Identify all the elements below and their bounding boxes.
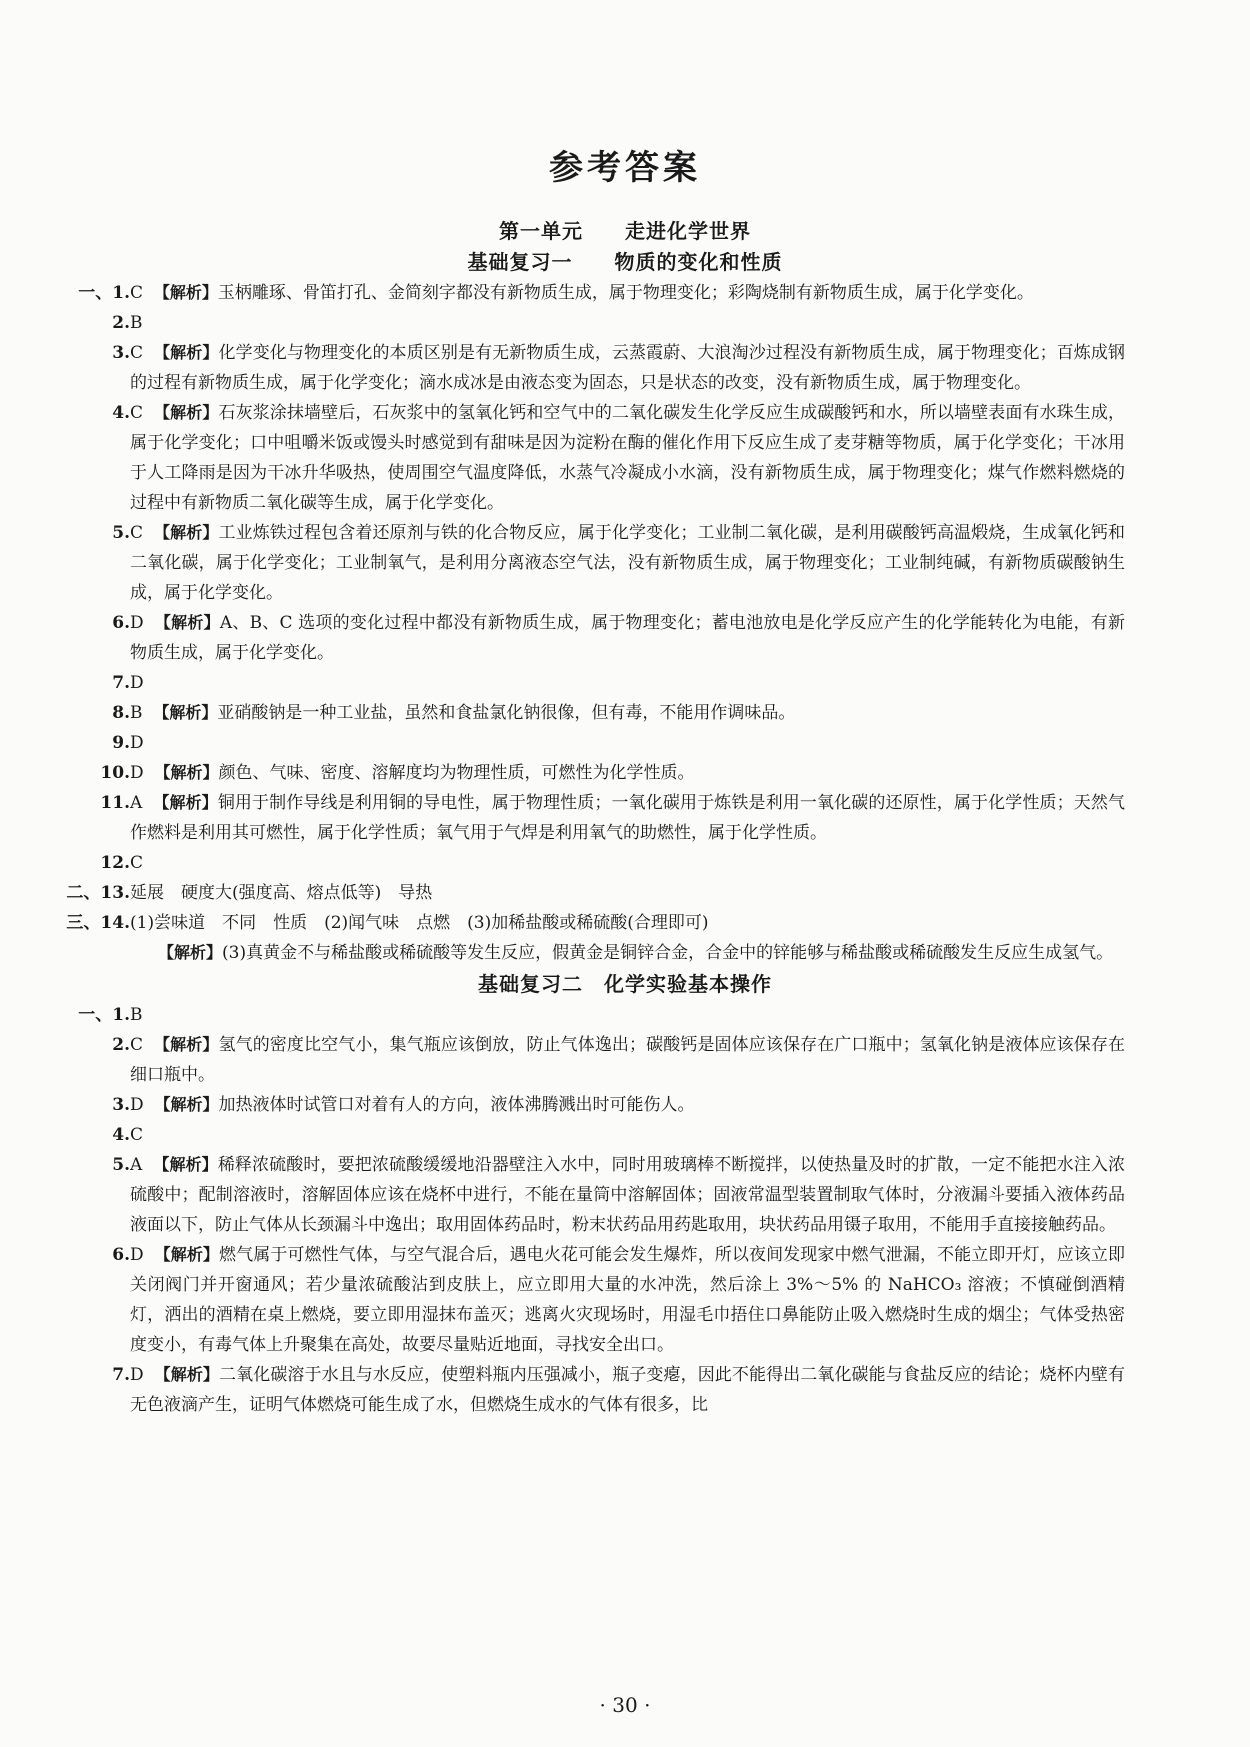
answer-item [100, 788, 1125, 848]
question-number: 3. [112, 343, 130, 363]
analysis-tag: 【解析】 [153, 703, 218, 722]
answer-item [112, 1240, 1125, 1360]
answer-choice: C [130, 853, 144, 873]
answer-choice: D [130, 613, 144, 633]
analysis-text: A、B、C 选项的变化过程中都没有新物质生成，属于物理变化；蓄电池放电是化学反应产生的化学能转化为电能，有新物质生成，属于化学变化。 [130, 613, 1125, 663]
answer-item [112, 1150, 1125, 1240]
page-number: · 30 · [599, 1693, 651, 1717]
question-number: 6. [112, 613, 130, 633]
answer-choice: (1)尝味道 不同 性质 (2)闻气味 点燃 (3)加稀盐酸或稀硫酸(合理即可) [130, 913, 709, 933]
section-title: 基础复习一 物质的变化和性质 [467, 250, 783, 274]
answer-choice: A [130, 793, 143, 813]
analysis-text: 玉柄雕琢、骨笛打孔、金简刻字都没有新物质生成，属于物理变化；彩陶烧制有新物质生成，属于化学变化。 [217, 283, 1034, 303]
analysis-text: 颜色、气味、密度、溶解度均为物理性质，可燃性为化学性质。 [218, 763, 695, 783]
question-number: 5. [112, 523, 130, 543]
analysis-tag: 【解析】 [158, 943, 223, 962]
answer-choice: D [130, 763, 144, 783]
question-number: 2. [112, 1035, 130, 1055]
analysis-tag: 【解析】 [153, 793, 218, 812]
answer-choice: D [130, 673, 144, 693]
answer-choice: D [130, 1095, 144, 1115]
question-number: 10. [100, 763, 130, 783]
answer-item [112, 308, 1125, 338]
answer-content [0, 246, 1250, 1420]
answer-choice: C [130, 403, 144, 423]
analysis-text: 亚硝酸钠是一种工业盐，虽然和食盐氯化钠很像，但有毒，不能用作调味品。 [217, 703, 796, 723]
answer-choice: C [130, 1125, 144, 1145]
answer-choice: B [130, 703, 143, 723]
analysis-text: 稀释浓硫酸时，要把浓硫酸缓缓地沿器壁注入水中，同时用玻璃棒不断搅拌，以使热量及时的扩散，一定不能把水注入浓硫酸中；配制溶液时，溶解固体应该在烧杯中进行，不能在量筒中溶解固体；固液常温型装置制取气体时，分液漏斗要插入液体药品液面以下，防止气体从长颈漏斗中逸出；取用固体药品时，粉末状药品用药匙取用，块状药品用镊子取用，不能用手直接接触药品。 [130, 1155, 1125, 1235]
answer-choice: D [130, 1245, 144, 1265]
answer-choice: C [130, 283, 144, 303]
answer-item [130, 938, 1125, 968]
analysis-text: 石灰浆涂抹墙壁后，石灰浆中的氢氧化钙和空气中的二氧化碳发生化学反应生成碳酸钙和水，所以墙壁表面有水珠生成，属于化学变化；口中咀嚼米饭或馒头时感觉到有甜味是因为淀粉在酶的催化作用下反应生成了麦芽糖等物质，属于化学变化；干冰用于人工降雨是因为干冰升华吸热，使周围空气温度降低，水蒸气冷凝成小水滴，没有新物质生成，属于物理变化；煤气作燃料燃烧的过程中有新物质二氧化碳等生成，属于化学变化。 [130, 403, 1126, 513]
analysis-tag: 【解析】 [154, 763, 219, 782]
analysis-tag: 【解析】 [154, 403, 219, 422]
answer-choice: B [130, 1005, 143, 1025]
analysis-text: (3)真黄金不与稀盐酸或稀硫酸等发生反应，假黄金是铜锌合金，合金中的锌能够与稀盐酸或稀硫酸发生反应生成氢气。 [222, 943, 1114, 963]
question-number: 一、1. [78, 1005, 130, 1025]
analysis-text: 化学变化与物理变化的本质区别是有无新物质生成，云蒸霞蔚、大浪淘沙过程没有新物质生成，属于物理变化；百炼成钢的过程有新物质生成，属于化学变化；滴水成冰是由液态变为固态，只是状态的改变，没有新物质生成，属于物理变化。 [130, 343, 1126, 393]
analysis-tag: 【解析】 [153, 1155, 218, 1174]
answer-item [112, 1120, 1125, 1150]
answer-item [78, 1000, 1125, 1030]
answer-item [112, 698, 1125, 728]
page-title: 参考答案 [549, 148, 701, 188]
answer-choice: D [130, 1365, 144, 1385]
answer-item [112, 608, 1125, 668]
analysis-text: 燃气属于可燃性气体，与空气混合后，遇电火花可能会发生爆炸，所以夜间发现家中燃气泄漏，不能立即开灯，应该立即关闭阀门并开窗通风；若少量浓硫酸沾到皮肤上，应立即用大量的水冲洗，然后涂上 3%～5% 的 NaHCO₃ 溶液；不慎碰倒酒精灯，洒出的酒精在桌上燃烧，要立即用湿抹布盖灭；逃离火灾现场时，用湿毛巾捂住口鼻能防止吸入燃烧时生成的烟尘；气体受热密度变小，有毒气体上升聚集在高处，故要尽量贴近地面，寻找安全出口。 [130, 1245, 1125, 1355]
analysis-tag: 【解析】 [154, 343, 219, 362]
analysis-tag: 【解析】 [154, 523, 219, 542]
question-number: 9. [112, 733, 130, 753]
answer-item [78, 278, 1125, 308]
question-number: 11. [100, 793, 130, 813]
question-number: 4. [112, 1125, 130, 1145]
answer-item [112, 1360, 1125, 1420]
question-number: 8. [112, 703, 130, 723]
analysis-tag: 【解析】 [154, 1035, 219, 1054]
analysis-text: 加热液体时试管口对着有人的方向，液体沸腾溅出时可能伤人。 [218, 1095, 695, 1115]
answer-item [112, 398, 1126, 518]
answer-item [66, 878, 1125, 908]
analysis-text: 铜用于制作导线是利用铜的导电性，属于物理性质；一氧化碳用于炼铁是利用一氧化碳的还原性，属于化学性质；天然气作燃料是利用其可燃性，属于化学性质；氧气用于气焊是利用氧气的助燃性，属于化学性质。 [130, 793, 1125, 843]
answer-item [112, 1090, 1125, 1120]
question-number: 4. [112, 403, 130, 423]
answer-choice: A [130, 1155, 143, 1175]
answer-item [112, 338, 1126, 398]
question-number: 3. [112, 1095, 130, 1115]
analysis-tag: 【解析】 [154, 613, 220, 632]
analysis-text: 氢气的密度比空气小，集气瓶应该倒放，防止气体逸出；碳酸钙是固体应该保存在广口瓶中；氢氧化钠是液体应该保存在细口瓶中。 [130, 1035, 1126, 1085]
analysis-tag: 【解析】 [154, 1095, 219, 1114]
analysis-tag: 【解析】 [154, 1245, 220, 1264]
unit-title: 第一单元 走进化学世界 [499, 219, 751, 243]
answer-choice: C [130, 343, 144, 363]
answer-item [112, 1030, 1126, 1090]
analysis-tag: 【解析】 [154, 1365, 220, 1384]
question-number: 5. [112, 1155, 130, 1175]
question-number: 12. [100, 853, 130, 873]
answer-item [112, 728, 1125, 758]
analysis-text: 二氧化碳溶于水且与水反应，使塑料瓶内压强减小，瓶子变瘪，因此不能得出二氧化碳能与食盐反应的结论；烧杯内壁有无色液滴产生，证明气体燃烧可能生成了水，但燃烧生成水的气体有很多，比 [130, 1365, 1125, 1415]
answer-choice: C [130, 1035, 144, 1055]
answer-choice: C [130, 523, 144, 543]
analysis-text: 工业炼铁过程包含着还原剂与铁的化合物反应，属于化学变化；工业制二氧化碳，是利用碳酸钙高温煅烧，生成氧化钙和二氧化碳，属于化学变化；工业制氧气，是利用分离液态空气法，没有新物质生成，属于物理变化；工业制纯碱，有新物质碳酸钠生成，属于化学变化。 [130, 523, 1126, 603]
question-number: 三、14. [66, 913, 130, 933]
question-number: 一、1. [78, 283, 130, 303]
answer-choice: D [130, 733, 144, 753]
question-number: 2. [112, 313, 130, 333]
question-number: 7. [112, 673, 130, 693]
question-number: 6. [112, 1245, 130, 1265]
answer-choice: 延展 硬度大(强度高、熔点低等) 导热 [130, 883, 433, 903]
question-number: 二、13. [66, 883, 130, 903]
analysis-tag: 【解析】 [153, 283, 218, 302]
answer-item [112, 518, 1126, 608]
answer-choice: B [130, 313, 143, 333]
answer-item [66, 908, 1125, 938]
question-number: 7. [112, 1365, 130, 1385]
section-title: 基础复习二 化学实验基本操作 [478, 972, 772, 996]
answer-item [112, 668, 1125, 698]
answer-item [100, 758, 1125, 788]
answer-item [100, 848, 1125, 878]
